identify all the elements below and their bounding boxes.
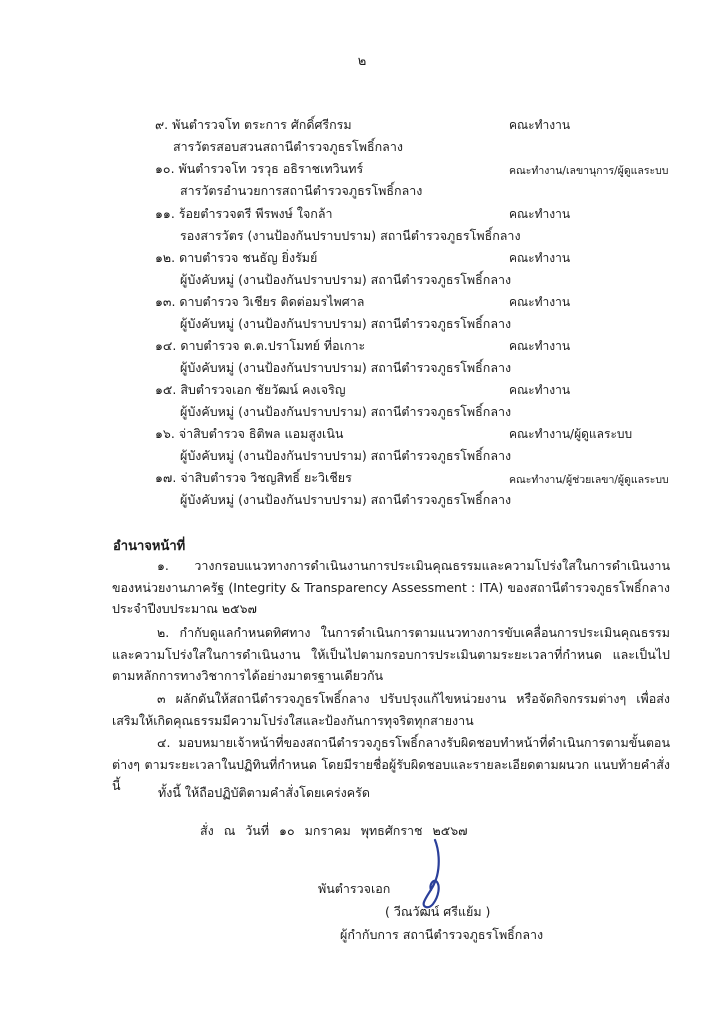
- member-name: ๙. พันตำรวจโท ตระการ ศักดิ์ศรีกรม: [155, 117, 352, 132]
- member-position: สารวัตรอำนวยการสถานีตำรวจภูธรโพธิ์กลาง: [180, 183, 423, 198]
- signer-position: ผู้กำกับการ สถานีตำรวจภูธรโพธิ์กลาง: [340, 927, 544, 942]
- signer-rank: พันตำรวจเอก: [318, 881, 391, 896]
- duty-text: ๒. กำกับดูแลกำหนดทิศทาง ในการดำเนินการตามแนวทางการขับเคลื่อนการประเมินคุณธรรมและความโปร่งใสในการดำเนินงาน ให้เป็นไปตามกรอบการประเมินตามระยะเวลาที่กำหนด และเป็นไปตามหลักการทางวิชาการได้อย่างมาตรฐานเดียวกัน: [112, 625, 670, 684]
- member-role: คณะทำงาน: [509, 295, 571, 309]
- duty-paragraph: [112, 622, 670, 687]
- member-name: ๑๓. ดาบตำรวจ วิเชียร ติดต่อมรไพศาล: [155, 294, 365, 309]
- member-position: ผู้บังคับหมู่ (งานป้องกันปราบปราม) สถานีตำรวจภูธรโพธิ์กลาง: [180, 272, 512, 287]
- signature-mark: [415, 838, 455, 910]
- member-name: ๑๒. ดาบตำรวจ ชนธัญ ยิ่งรัมย์: [155, 250, 318, 265]
- duty-paragraph: [112, 688, 670, 731]
- duty-text: ๔. มอบหมายเจ้าหน้าที่ของสถานีตำรวจภูธรโพธิ์กลางรับผิดชอบทำหน้าที่ดำเนินการตามขั้นตอนต่างๆ ตามระยะเวลาในปฏิทินที่กำหนด โดยมีรายชื่อผู้รับผิดชอบและรายละเอียดตามผนวก แนบท้ายคำสั่งนี้: [112, 735, 670, 794]
- member-name: ๑๖. จ่าสิบตำรวจ ธิติพล แอมสูงเนิน: [155, 426, 344, 441]
- member-role: คณะทำงาน/ผู้ช่วยเลขา/ผู้ดูแลระบบ: [509, 474, 669, 486]
- member-name: ๑๑. ร้อยตำรวจตรี พีรพงษ์ ใจกล้า: [155, 206, 333, 221]
- member-position: รองสารวัตร (งานป้องกันปราบปราม) สถานีตำรวจภูธรโพธิ์กลาง: [180, 228, 521, 243]
- member-position: ผู้บังคับหมู่ (งานป้องกันปราบปราม) สถานีตำรวจภูธรโพธิ์กลาง: [180, 492, 512, 507]
- member-role: คณะทำงาน: [509, 118, 571, 132]
- member-name: ๑๕. สิบตำรวจเอก ชัยวัฒน์ คงเจริญ: [155, 382, 346, 397]
- member-position: ผู้บังคับหมู่ (งานป้องกันปราบปราม) สถานีตำรวจภูธรโพธิ์กลาง: [180, 448, 512, 463]
- duty-text: ๓ ผลักดันให้สถานีตำรวจภูธรโพธิ์กลาง ปรับปรุงแก้ไขหน่วยงาน หรือจัดกิจกรรมต่างๆ เพื่อส่งเสริมให้เกิดคุณธรรมมีความโปร่งใสและป้องกันการทุจริตทุกสายงาน: [112, 691, 670, 728]
- member-position: ผู้บังคับหมู่ (งานป้องกันปราบปราม) สถานีตำรวจภูธรโพธิ์กลาง: [180, 316, 512, 331]
- member-position: ผู้บังคับหมู่ (งานป้องกันปราบปราม) สถานีตำรวจภูธรโพธิ์กลาง: [180, 360, 512, 375]
- member-position: สารวัตรสอบสวนสถานีตำรวจภูธรโพธิ์กลาง: [173, 139, 403, 154]
- member-role: คณะทำงาน: [509, 251, 571, 265]
- order-date: สั่ง ณ วันที่ ๑๐ มกราคม พุทธศักราช ๒๕๖๗: [200, 823, 468, 838]
- member-role: คณะทำงาน/เลขานุการ/ผู้ดูแลระบบ: [509, 165, 669, 177]
- duty-text: ๑. วางกรอบแนวทางการดำเนินงานการประเมินคุณธรรมและความโปร่งใสในการดำเนินงานของหน่วยงานภาครัฐ (Integrity & Transparency Assessment : ITA) ของสถานีตำรวจภูธรโพธิ์กลาง ประจำปีงบประมาณ ๒๕๖๗: [112, 558, 670, 617]
- duty-paragraph: [112, 555, 670, 620]
- member-role: คณะทำงาน: [509, 383, 571, 397]
- member-role: คณะทำงาน: [509, 339, 571, 353]
- signer-name: ( วีณวัฒน์ ศรีแย้ม ): [385, 904, 491, 919]
- member-name: ๑๔. ดาบตำรวจ ต.ต.ปราโมทย์ ที่อเกาะ: [155, 338, 366, 353]
- member-role: คณะทำงาน: [509, 207, 571, 221]
- member-position: ผู้บังคับหมู่ (งานป้องกันปราบปราม) สถานีตำรวจภูธรโพธิ์กลาง: [180, 404, 512, 419]
- page-number: ๒: [357, 54, 367, 69]
- closing-statement: ทั้งนี้ ให้ถือปฏิบัติตามคำสั่งโดยเคร่งครัด: [158, 785, 370, 800]
- member-name: ๑๗. จ่าสิบตำรวจ วิชญสิทธิ์ ยะวิเชียร: [155, 470, 352, 485]
- duties-heading: อำนาจหน้าที่: [113, 539, 186, 554]
- member-name: ๑๐. พันตำรวจโท วรวุธ อธิราชเทวินทร์: [155, 161, 364, 176]
- member-role: คณะทำงาน/ผู้ดูแลระบบ: [509, 427, 633, 441]
